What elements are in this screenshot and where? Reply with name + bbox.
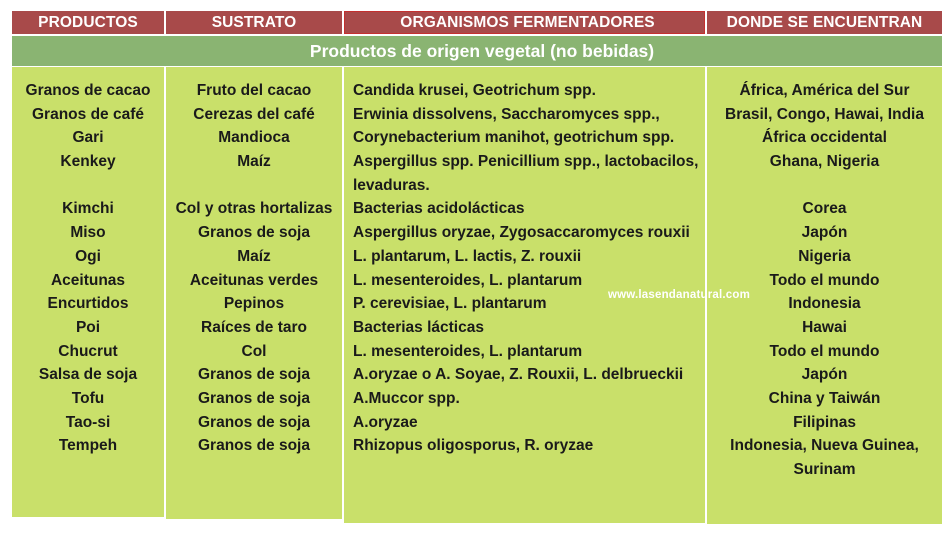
cell-donde: Todo el mundo xyxy=(769,271,880,289)
cell-donde: Ghana, Nigeria xyxy=(769,153,880,171)
cell-sustrato: Raíces de taro xyxy=(201,318,307,336)
cell-sustrato: Col xyxy=(241,342,267,360)
cell-sustrato-spacer xyxy=(166,174,342,198)
cell-organismos: Aspergillus spp. Penicillium spp., lactobacilos, xyxy=(353,153,699,171)
cell-producto: Tofu xyxy=(71,389,105,407)
cell-organismos: P. cerevisiae, L. plantarum xyxy=(353,295,547,313)
cell-organismos: A.Muccor spp. xyxy=(353,389,460,407)
cell-donde: Japón xyxy=(801,366,848,384)
cell-organismos: Bacterias lácticas xyxy=(353,318,484,336)
cell-organismos: A.oryzae xyxy=(353,413,418,431)
cell-organismos: Rhizopus oligosporus, R. oryzae xyxy=(353,437,594,455)
cell-producto: Ogi xyxy=(75,247,101,265)
cell-sustrato: Granos de soja xyxy=(198,389,310,407)
cell-donde: Indonesia xyxy=(788,295,861,313)
cell-organismos: Candida krusei, Geotrichum spp. xyxy=(353,82,596,99)
cell-producto: Miso xyxy=(70,224,106,242)
cell-producto: Granos de café xyxy=(32,105,144,123)
cell-producto: Kenkey xyxy=(60,153,116,171)
cell-donde: Brasil, Congo, Hawai, India xyxy=(725,105,924,123)
cell-producto: Salsa de soja xyxy=(38,366,138,384)
cell-donde: Nigeria xyxy=(798,247,851,265)
cell-donde: China y Taiwán xyxy=(768,389,881,407)
cell-organismos: Aspergillus oryzae, Zygosaccaromyces rouxii xyxy=(353,224,690,242)
column-sustrato xyxy=(166,67,342,519)
cell-producto: Encurtidos xyxy=(47,295,129,313)
cell-sustrato: Granos de soja xyxy=(198,224,310,242)
cell-sustrato: Granos de soja xyxy=(198,366,310,384)
section-title-band: Productos de origen vegetal (no bebidas) xyxy=(12,36,942,66)
cell-donde: Japón xyxy=(801,224,848,242)
cell-producto-spacer xyxy=(12,174,164,198)
cell-producto: Kimchi xyxy=(62,200,114,218)
cell-organismos: levaduras. xyxy=(353,176,430,194)
column-productos xyxy=(12,67,164,517)
cell-producto: Chucrut xyxy=(58,342,118,360)
cell-sustrato: Maíz xyxy=(237,247,271,265)
cell-organismos: L. mesenteroides, L. plantarum xyxy=(353,342,583,360)
cell-donde-spacer xyxy=(707,174,942,198)
cell-producto: Poi xyxy=(75,318,101,336)
cell-organismos: L. plantarum, L. lactis, Z. rouxii xyxy=(353,247,582,265)
cell-producto: Gari xyxy=(72,129,104,147)
cell-sustrato: Maíz xyxy=(237,153,271,171)
cell-donde: Filipinas xyxy=(793,413,856,431)
cell-donde: África, América del Sur xyxy=(739,82,910,99)
cell-organismos: A.oryzae o A. Soyae, Z. Rouxii, L. delbrueckii xyxy=(353,366,684,384)
cell-sustrato: Granos de soja xyxy=(198,437,310,455)
cell-organismos: Corynebacterium manihot, geotrichum spp. xyxy=(353,129,675,147)
cell-producto: Tao-si xyxy=(65,413,111,431)
cell-donde: Todo el mundo xyxy=(769,342,880,360)
cell-donde: Indonesia, Nueva Guinea, xyxy=(730,437,919,455)
cell-donde: Surinam xyxy=(793,461,856,478)
cell-organismos: Erwinia dissolvens, Saccharomyces spp., xyxy=(353,105,660,123)
cell-sustrato: Aceitunas verdes xyxy=(189,271,319,289)
cell-sustrato: Pepinos xyxy=(223,295,285,313)
cell-producto: Granos de cacao xyxy=(25,82,151,99)
header-sustrato: SUSTRATO xyxy=(166,11,342,34)
cell-organismos: Bacterias acidolácticas xyxy=(353,200,525,218)
cell-sustrato: Col y otras hortalizas xyxy=(175,200,333,218)
cell-donde: Hawai xyxy=(802,318,847,336)
header-donde-se-encuentran: DONDE SE ENCUENTRAN xyxy=(707,11,942,34)
cell-sustrato: Fruto del cacao xyxy=(196,82,312,99)
cell-sustrato: Granos de soja xyxy=(198,413,310,431)
cell-donde: Corea xyxy=(802,200,847,218)
header-organismos-fermentadores: ORGANISMOS FERMENTADORES xyxy=(344,11,705,34)
cell-producto: Aceitunas xyxy=(50,271,126,289)
cell-organismos: L. mesenteroides, L. plantarum xyxy=(353,271,583,289)
cell-sustrato: Cerezas del café xyxy=(193,105,315,123)
header-productos: PRODUCTOS xyxy=(12,11,164,34)
cell-donde: África occidental xyxy=(762,129,887,147)
cell-sustrato: Mandioca xyxy=(218,129,290,147)
watermark-text: www.lasendanatural.com xyxy=(608,289,751,301)
cell-producto: Tempeh xyxy=(58,437,118,455)
